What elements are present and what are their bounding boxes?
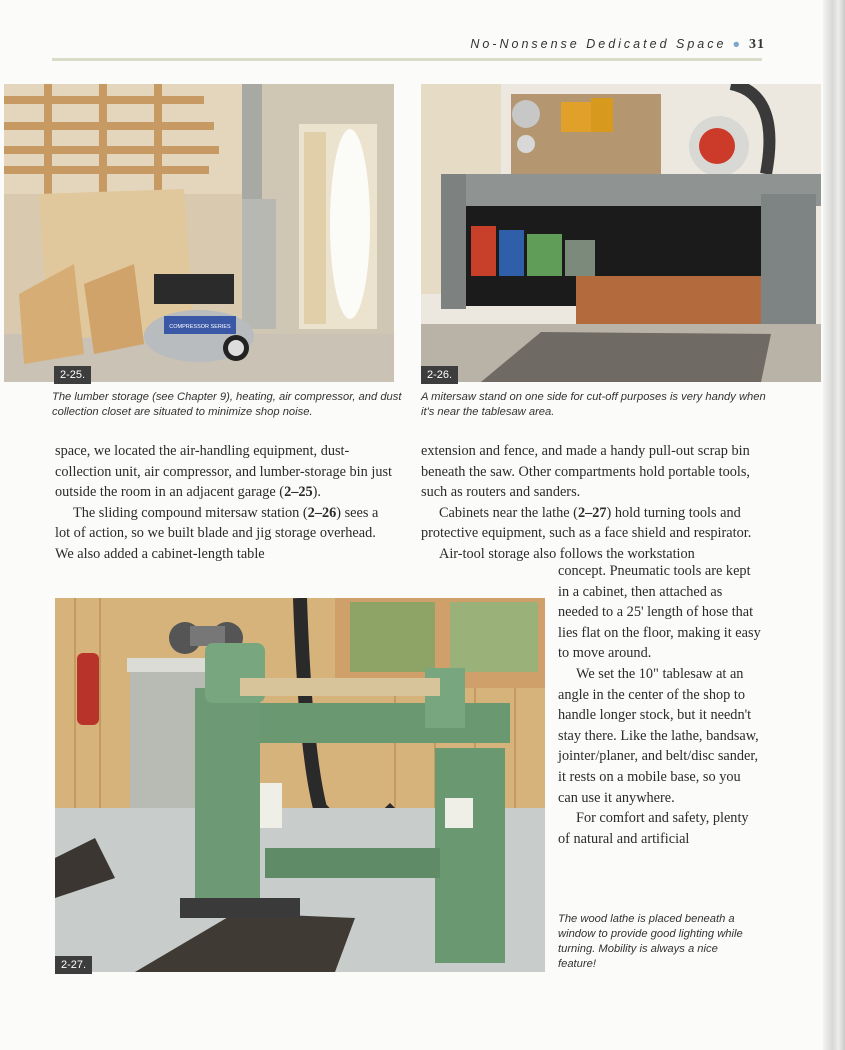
running-head	[0, 37, 765, 53]
paragraph: space, we located the air-handling equipment, dust-collection unit, air compressor, and lumber-storage bin just outside the room in an adjacent garage (2–25).	[55, 443, 393, 501]
body-column-1	[55, 441, 395, 565]
photo-wood-lathe	[55, 598, 545, 972]
figure-label-2-27: 2-27.	[55, 956, 92, 974]
figure-label-2-26: 2-26.	[421, 366, 458, 384]
body-column-2	[421, 441, 766, 565]
figure-label-2-25: 2-25.	[54, 366, 91, 384]
header-rule	[52, 58, 762, 61]
page-number: 31	[749, 37, 765, 52]
paragraph: For comfort and safety, plenty of natural and artificial	[558, 810, 749, 847]
photo-lumber-storage	[4, 84, 394, 382]
body-column-3	[558, 561, 763, 849]
photo-mitersaw-stand	[421, 84, 821, 382]
caption-2-27: The wood lathe is placed beneath a window to provide good lighting while turning. Mobility is always a nice feature!	[558, 913, 743, 970]
paragraph: concept. Pneumatic tools are kept in a cabinet, then attached as needed to a 25' length of hose that lies flat on the floor, making it easy to move around.	[558, 563, 761, 662]
paragraph: Air-tool storage also follows the workstation	[439, 545, 695, 562]
running-title: No-Nonsense Dedicated Space	[470, 37, 727, 51]
caption-2-26: A mitersaw stand on one side for cut-off purposes is very handy when it's near the tablesaw area.	[421, 391, 766, 418]
paragraph: The sliding compound mitersaw station (2–26) sees a lot of action, so we built blade and jig storage overhead. We also added a cabinet-length table	[55, 504, 379, 562]
caption-2-25: The lumber storage (see Chapter 9), heating, air compressor, and dust collection closet are situated to minimize shop noise.	[52, 391, 402, 418]
compressor-label: COMPRESSOR SERIES	[169, 324, 231, 330]
separator-dot: ●	[732, 37, 743, 51]
page-edge	[823, 0, 845, 1050]
paragraph: extension and fence, and made a handy pull-out scrap bin beneath the saw. Other compartments hold portable tools, such as routers and sanders.	[421, 443, 751, 501]
paragraph: We set the 10" tablesaw at an angle in the center of the shop to handle longer stock, but it needn't stay there. Like the lathe, bandsaw, jointer/planer, and belt/disc sander, it rests on a mobile base, so you can use it anywhere.	[558, 665, 759, 806]
paragraph: Cabinets near the lathe (2–27) hold turning tools and protective equipment, such as a face shield and respirator.	[421, 504, 752, 542]
